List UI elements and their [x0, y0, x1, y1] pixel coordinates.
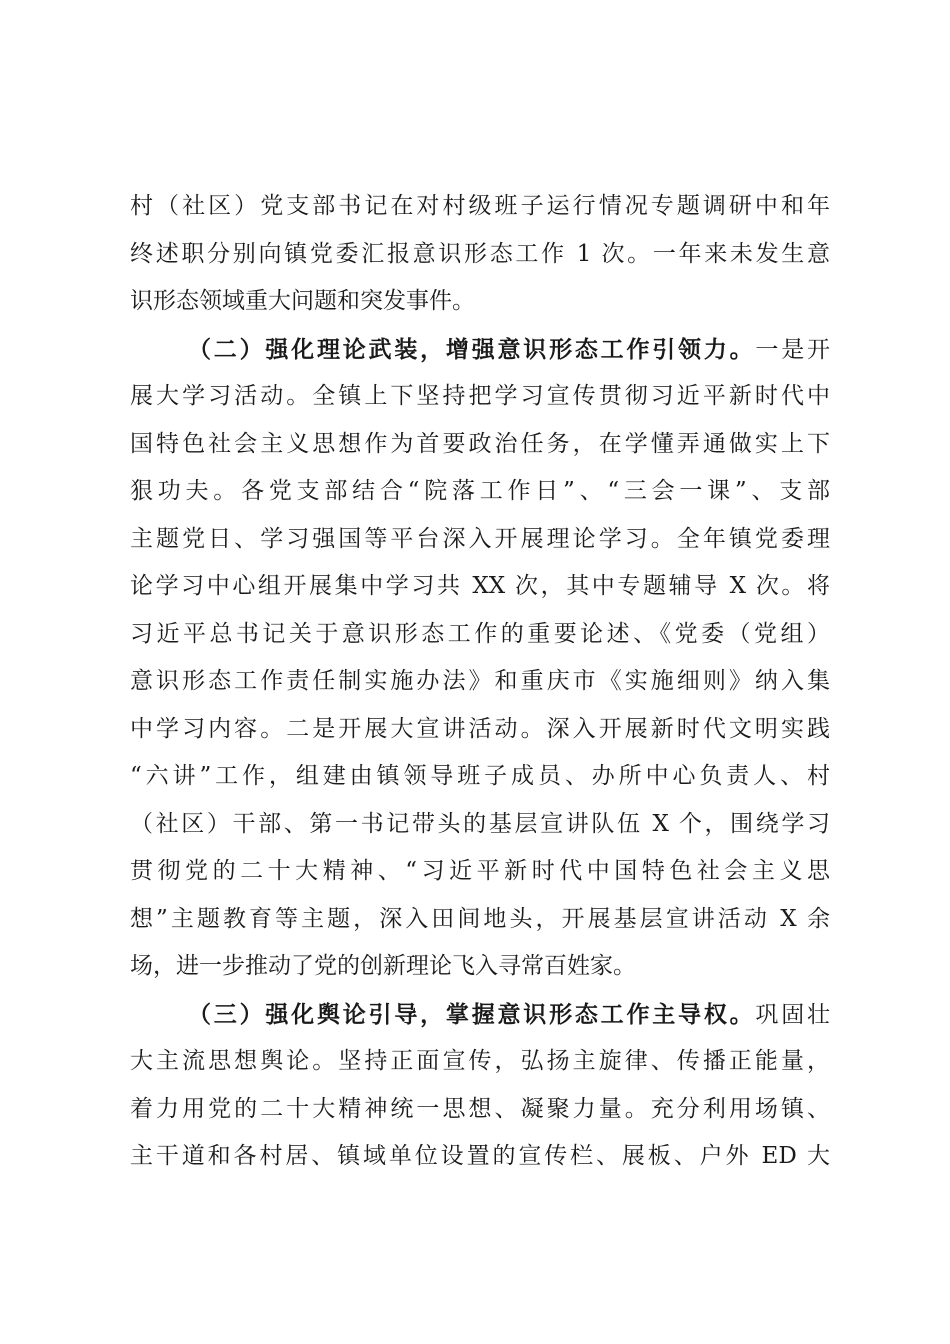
text-line: 论学习中心组开展集中学习共 XX 次，其中专题辅导 X 次。将 [130, 573, 830, 599]
section-heading-2: （二）强化理论武装，增强意识形态工作引领力。 [188, 335, 756, 363]
text-line: 想”主题教育等主题，深入田间地头，开展基层宣讲活动 X 余 [130, 905, 830, 932]
text-line: （社区）干部、第一书记带头的基层宣讲队伍 X 个，围绕学习 [130, 810, 830, 837]
text-run: 巩固壮 [755, 1001, 831, 1028]
text-line: 展大学习活动。全镇上下坚持把学习宣传贯彻习近平新时代中 [130, 383, 830, 409]
section-heading-line [130, 991, 830, 1039]
text-line: 中学习内容。二是开展大宣讲活动。深入开展新时代文明实践 [130, 715, 830, 742]
text-line: 狠功夫。各党支部结合“院落工作日”、“三会一课”、支部 [130, 478, 830, 504]
section-heading-3: （三）强化舆论引导，掌握意识形态工作主导权。 [188, 1000, 756, 1028]
section-heading-line [130, 326, 830, 374]
text-line: 着力用党的二十大精神统一思想、凝聚力量。充分利用场镇、 [130, 1095, 830, 1122]
text-line: 主干道和各村居、镇域单位设置的宣传栏、展板、户外 ED 大 [130, 1143, 830, 1169]
text-line: 村（社区）党支部书记在对村级班子运行情况专题调研中和年 [130, 193, 830, 219]
text-line: 场，进一步推动了党的创新理论飞入寻常百姓家。 [130, 953, 636, 979]
text-line: 识形态领域重大问题和突发事件。 [130, 288, 475, 314]
document-body [130, 183, 830, 1181]
text-line: 终述职分别向镇党委汇报意识形态工作 1 次。一年来未发生意 [130, 240, 830, 267]
text-run: 一是开 [755, 336, 831, 363]
text-line: “六讲”工作，组建由镇领导班子成员、办所中心负责人、村 [130, 763, 830, 789]
text-line: 意识形态工作责任制实施办法》和重庆市《实施细则》纳入集 [130, 668, 830, 694]
text-line: 习近平总书记关于意识形态工作的重要论述、《党委（党组） [130, 620, 830, 647]
text-line: 主题党日、学习强国等平台深入开展理论学习。全年镇党委理 [130, 525, 830, 552]
text-line: 贯彻党的二十大精神、“习近平新时代中国特色社会主义思 [130, 858, 830, 884]
text-line: 国特色社会主义思想作为首要政治任务，在学懂弄通做实上下 [130, 430, 830, 457]
text-line: 大主流思想舆论。坚持正面宣传，弘扬主旋律、传播正能量， [130, 1048, 830, 1074]
